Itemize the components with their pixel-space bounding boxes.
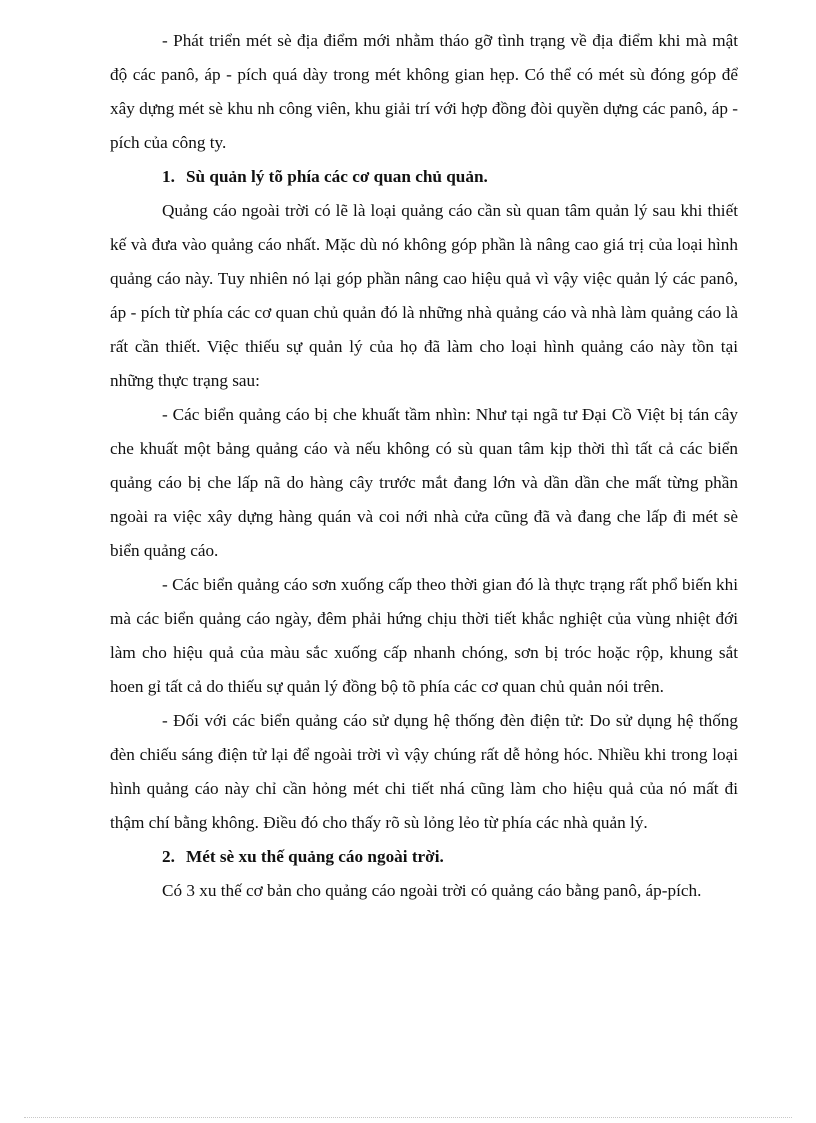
section-heading-2 — [110, 840, 738, 874]
paragraph-trends: Có 3 xu thế cơ bản cho quảng cáo ngoài trời có quảng cáo bằng panô, áp-pích. — [162, 881, 702, 900]
section-title: Sù quản lý tõ phía các cơ quan chủ quản. — [186, 167, 488, 186]
paragraph-development-locations: - Phát triển mét sè địa điểm mới nhằm tháo gỡ tình trạng về địa điểm khi mà mật độ các panô, áp - pích quá dày trong mét không gian hẹp. Có thể có mét sù đóng góp để xây dựng mét sè khu nh công viên, khu giải trí với hợp đồng đòi quyền dựng các panô, áp - pích của công ty. — [110, 31, 738, 152]
section-number: 2. — [162, 847, 175, 866]
paragraph-obscured-signs: - Các biển quảng cáo bị che khuất tầm nhìn: Như tại ngã tư Đại Cồ Việt bị tán cây che khuất một bảng quảng cáo và nếu không có sù quan tâm kịp thời thì tất cả các biển quảng cáo bị che lấp nã do hàng cây trước mắt đang lớn và dần dần che mất từng phần ngoài ra việc xây dựng hàng quán và coi nới nhà cửa cũng đã và đang che lấp đi mét sè biển quảng cáo. — [110, 405, 738, 560]
document-page — [110, 24, 738, 908]
section-number: 1. — [162, 167, 175, 186]
section-title: Mét sè xu thế quảng cáo ngoài trời. — [186, 847, 444, 866]
paragraph-degraded-paint: - Các biển quảng cáo sơn xuống cấp theo thời gian đó là thực trạng rất phổ biến khi mà các biển quảng cáo ngày, đêm phải hứng chịu thời tiết khắc nghiệt của vùng nhiệt đới làm cho hiệu quả của màu sắc xuống cấp nhanh chóng, sơn bị tróc hoặc rộp, khung sắt hoen gỉ tất cả do thiếu sự quản lý đồng bộ tõ phía các cơ quan chủ quản nói trên. — [110, 575, 738, 696]
paragraph-electronic-signs: - Đối với các biển quảng cáo sử dụng hệ thống đèn điện tử: Do sử dụng hệ thống đèn chiếu sáng điện tử lại để ngoài trời vì vậy chúng rất dễ hỏng hóc. Nhiều khi trong loại hình quảng cáo này chỉ cần hỏng mét chi tiết nhá cũng làm cho hiệu quả của nó mất đi thậm chí bằng không. Điều đó cho thấy rõ sù lỏng lẻo từ phía các nhà quản lý. — [110, 711, 738, 832]
section-heading-1 — [110, 160, 738, 194]
paragraph-management-intro: Quảng cáo ngoài trời có lẽ là loại quảng cáo cần sù quan tâm quản lý sau khi thiết kế và đưa vào quảng cáo nhất. Mặc dù nó không góp phần là nâng cao giá trị của loại hình quảng cáo này. Tuy nhiên nó lại góp phần nâng cao hiệu quả vì vậy việc quản lý các panô, áp - pích từ phía các cơ quan chủ quản đó là những nhà quảng cáo và nhà làm quảng cáo là rất cần thiết. Việc thiếu sự quản lý của họ đã làm cho loại hình quảng cáo này tồn tại những thực trạng sau: — [110, 201, 738, 390]
page-bottom-divider — [24, 1117, 792, 1118]
